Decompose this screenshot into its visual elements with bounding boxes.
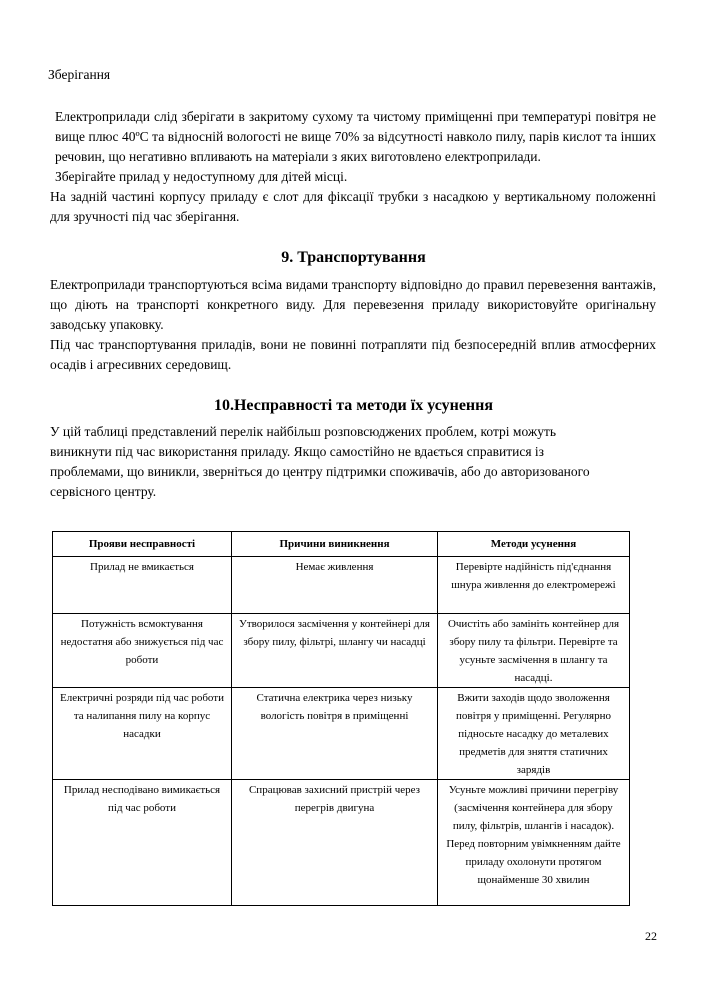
cell-remedy: Усуньте можливі причини перегріву (засмічення контейнера для збору пилу, фільтрів, шлангів і насадок). Перед повторним увімкненням дайте приладу охолонути протягом щонайменше 30 хвилин — [438, 780, 630, 906]
cell-cause: Утворилося засмічення у контейнері для збору пилу, фільтрі, шлангу чи насадці — [232, 614, 438, 688]
header-remedy: Методи усунення — [438, 532, 630, 557]
storage-text — [50, 107, 656, 227]
storage-paragraph-children: Зберігайте прилад у недоступному для дітей місці. — [55, 169, 348, 184]
table-header-row — [53, 532, 630, 557]
cell-remedy: Очистіть або замініть контейнер для збору пилу та фільтри. Перевірте та усуньте засмічення в шлангу та насадці. — [438, 614, 630, 688]
cell-remedy: Перевірте надійність під'єднання шнура живлення до електромережі — [438, 557, 630, 614]
transport-text — [50, 275, 656, 375]
cell-cause: Статична електрика через низьку вологість повітря в приміщенні — [232, 688, 438, 780]
storage-paragraph-slot: На задній частині корпусу приладу є слот для фіксації трубки з насадкою у вертикальному положенні для зручності під час зберігання. — [50, 189, 656, 224]
page-number: 22 — [645, 929, 657, 943]
storage-heading: Зберігання — [48, 67, 111, 82]
storage-paragraph-conditions: Електроприлади слід зберігати в закритому сухому та чистому приміщенні при температурі повітря не вище плюс 40ºС та відносній вологості не вище 70% за відсутності навколо пилу, парів кислот та інших речовин, що негативно впливають на матеріали з яких виготовлено електроприлади. — [55, 109, 656, 164]
header-symptom: Прояви несправності — [53, 532, 232, 557]
cell-symptom: Прилад несподівано вимикається під час роботи — [53, 780, 232, 906]
faults-table — [52, 531, 630, 906]
cell-symptom: Електричні розряди під час роботи та налипання пилу на корпус насадки — [53, 688, 232, 780]
cell-symptom: Потужність всмоктування недостатня або знижується під час роботи — [53, 614, 232, 688]
table-row — [53, 780, 630, 906]
transport-paragraph-general: Електроприлади транспортуються всіма видами транспорту відповідно до правил перевезення вантажів, що діють на транспорті конкретного виду. Для перевезення приладу використовуйте оригінальну заводську упаковку. — [50, 277, 656, 332]
table-row — [53, 557, 630, 614]
faults-intro — [50, 422, 610, 502]
faults-section-title: 10.Несправності та методи їх усунення — [213, 397, 494, 414]
faults-intro-paragraph: У цій таблиці представлений перелік найбільш розповсюджених проблем, котрі можуть виникнути під час використання приладу. Якщо самостійно не вдається справитися із проблемами, що виникли, зверніться до центру підтримки споживачів, або до авторизованого сервісного центру. — [50, 424, 590, 499]
cell-symptom: Прилад не вмикається — [53, 557, 232, 614]
transport-paragraph-weather: Під час транспортування приладів, вони не повинні потрапляти під безпосередній вплив атмосферних осадів і агресивних середовищ. — [50, 337, 656, 372]
table-row — [53, 614, 630, 688]
table-row — [53, 688, 630, 780]
cell-cause: Немає живлення — [232, 557, 438, 614]
cell-remedy: Вжити заходів щодо зволоження повітря у приміщенні. Регулярно підносьте насадку до металевих предметів для зняття статичних зарядів — [438, 688, 630, 780]
cell-cause: Спрацював захисний пристрій через перегрів двигуна — [232, 780, 438, 906]
transport-section-title: 9. Транспортування — [281, 249, 426, 266]
header-cause: Причини виникнення — [232, 532, 438, 557]
